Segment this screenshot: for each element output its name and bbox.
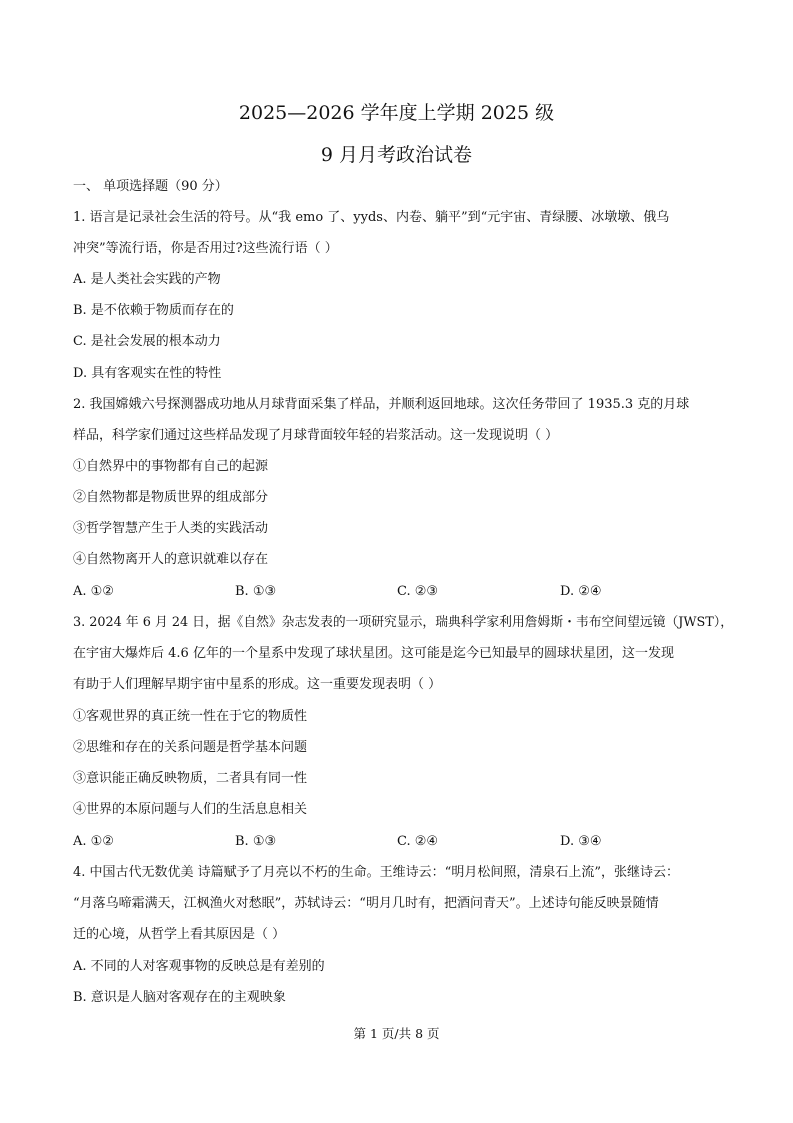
question-2-option-c: C. ②③ (397, 584, 439, 599)
question-3-option-d: D. ③④ (560, 834, 602, 849)
question-2-stem-line-1: 2. 我国嫦娥六号探测器成功地从月球背面采集了样品，并顺利返回地球。这次任务带回了 1935.3 克的月球 (73, 397, 690, 412)
question-4-stem-line-3: 迁的心境，从哲学上看其原因是（ ） (73, 927, 286, 942)
question-3-statement-3: ③意识能正确反映物质，二者具有同一性 (73, 771, 308, 786)
question-4-option-b: B. 意识是人脑对客观存在的主观映象 (73, 990, 286, 1005)
question-4-option-a: A. 不同的人对客观事物的反映总是有差别的 (73, 959, 325, 974)
question-1-option-b: B. 是不依赖于物质而存在的 (73, 303, 234, 318)
question-1-option-c: C. 是社会发展的根本动力 (73, 334, 221, 349)
question-2-statement-1: ①自然界中的事物都有自己的起源 (73, 459, 269, 474)
question-2-statement-3: ③哲学智慧产生于人类的实践活动 (73, 521, 269, 536)
question-2-statement-2: ②自然物都是物质世界的组成部分 (73, 490, 269, 505)
question-2-option-a: A. ①② (73, 584, 114, 599)
question-3-statement-4: ④世界的本原问题与人们的生活息息相关 (73, 802, 308, 817)
page-footer: 第 1 页/共 8 页 (353, 1026, 440, 1041)
question-4-stem-line-1: 4. 中国古代无数优美 诗篇赋予了月亮以不朽的生命。王维诗云：“明月松间照，清泉石上流”，张继诗云： (73, 865, 679, 880)
question-3-option-a: A. ①② (73, 834, 114, 849)
question-1-stem-line-1: 1. 语言是记录社会生活的符号。从“我 emo 了、yyds、内卷、躺平”到“元宇宙、青绿腰、冰墩墩、俄乌 (73, 210, 670, 225)
question-2-statement-4: ④自然物离开人的意识就难以存在 (73, 552, 269, 567)
question-3-statement-1: ①客观世界的真正统一性在于它的物质性 (73, 709, 308, 724)
question-3-stem-line-1: 3. 2024 年 6 月 24 日，据《自然》杂志发表的一项研究显示，瑞典科学家利用詹姆斯・韦布空间望远镜（JWST）， (73, 615, 734, 630)
question-2-option-b: B. ①③ (235, 584, 277, 599)
section-heading: 一、 单项选择题（90 分） (73, 179, 228, 194)
question-2-option-d: D. ②④ (560, 584, 602, 599)
question-1-option-a: A. 是人类社会实践的产物 (73, 272, 221, 287)
question-4-stem-line-2: “月落乌啼霜满天，江枫渔火对愁眠”，苏轼诗云：“明月几时有，把酒问青天”。上述诗句能反映景随情 (73, 896, 659, 911)
question-3-statement-2: ②思维和存在的关系问题是哲学基本问题 (73, 740, 308, 755)
question-3-option-b: B. ①③ (235, 834, 277, 849)
question-3-option-c: C. ②④ (397, 834, 439, 849)
exam-title: 2025—2026 学年度上学期 2025 级 (238, 102, 555, 124)
question-1-stem-line-2: 冲突”等流行语，你是否用过?这些流行语（ ） (73, 241, 338, 256)
question-1-option-d: D. 具有客观实在性的特性 (73, 366, 222, 381)
question-3-stem-line-3: 有助于人们理解早期宇宙中星系的形成。这一重要发现表明（ ） (73, 677, 442, 692)
question-2-stem-line-2: 样品，科学家们通过这些样品发现了月球背面较年轻的岩浆活动。这一发现说明（ ） (73, 428, 559, 443)
question-3-stem-line-2: 在宇宙大爆炸后 4.6 亿年的一个星系中发现了球状星团。这可能是迄今已知最早的圆球状星团，这一发现 (73, 646, 674, 661)
exam-subtitle: 9 月月考政治试卷 (320, 144, 473, 166)
